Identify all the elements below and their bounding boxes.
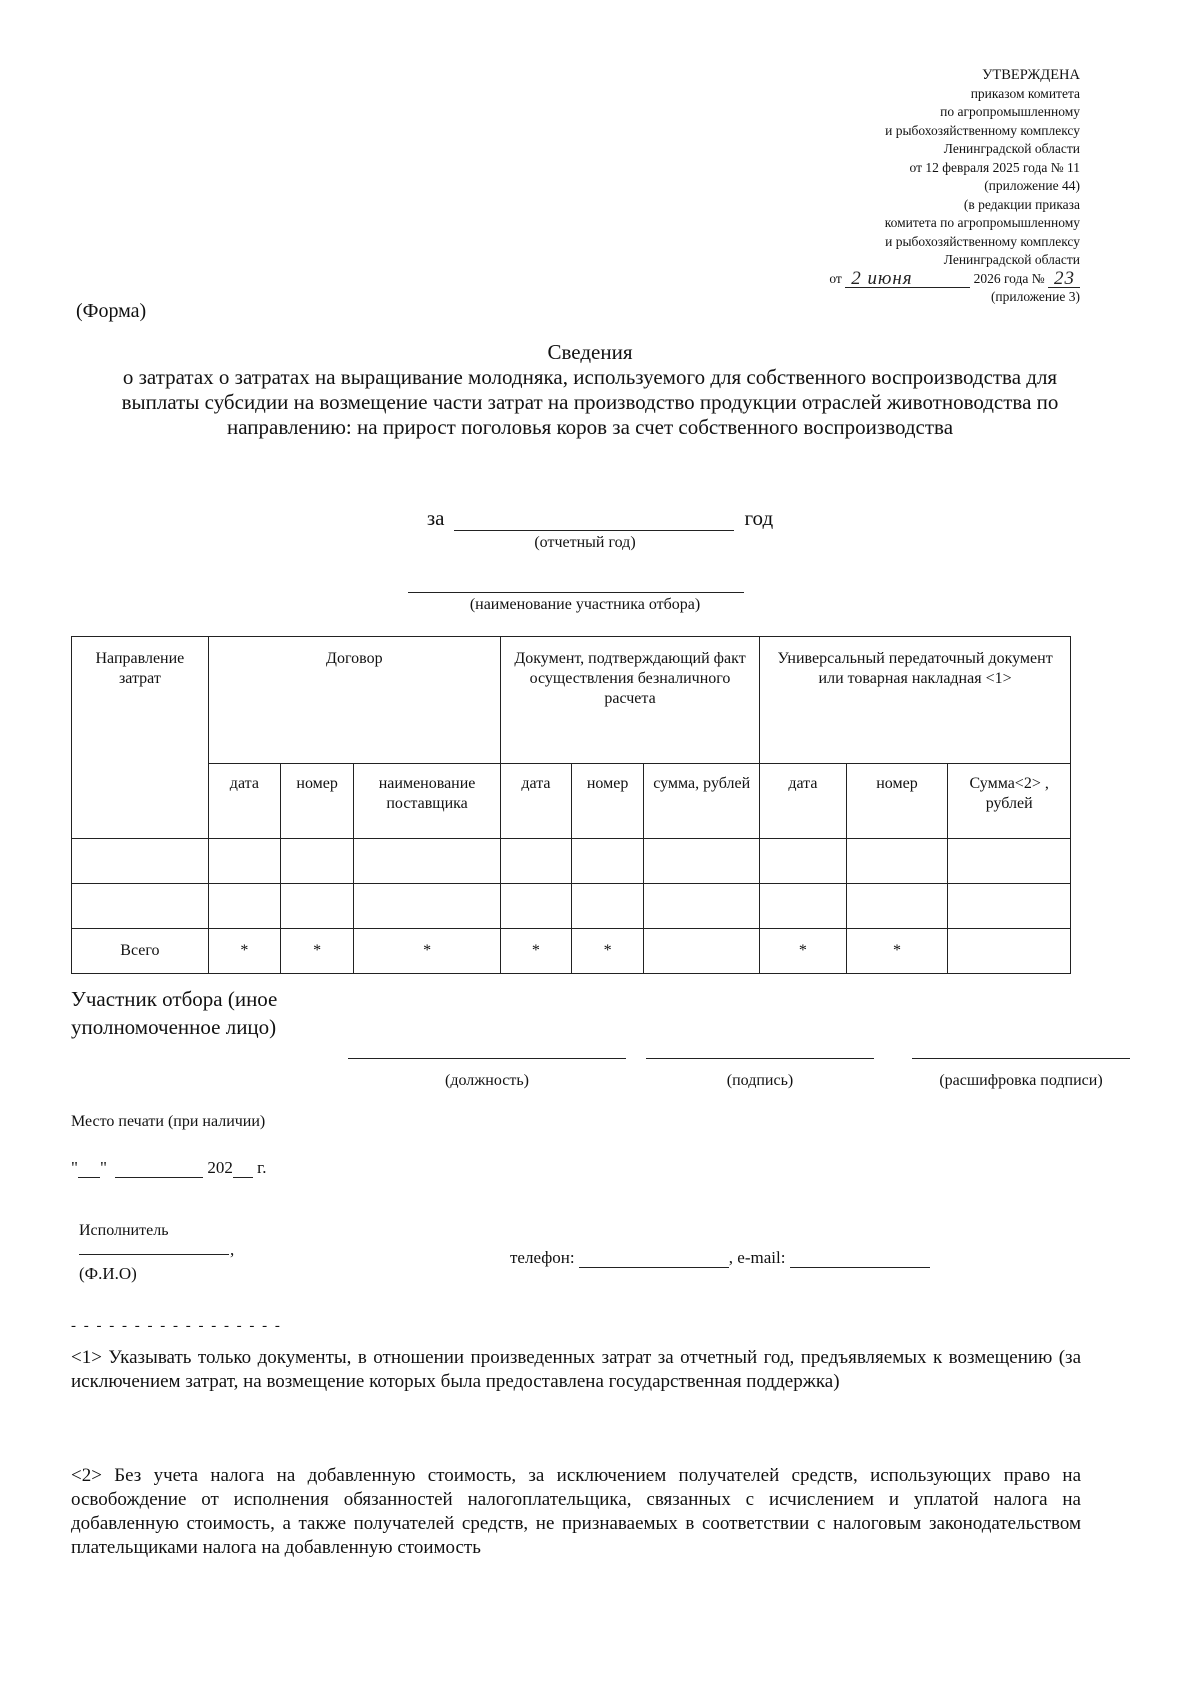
signing-date <box>71 1158 266 1178</box>
signature-decoding-field[interactable] <box>912 1058 1130 1059</box>
table-cell[interactable] <box>760 839 846 884</box>
table-subheader-row <box>72 764 1071 839</box>
handwritten-number: 23 <box>1054 267 1075 289</box>
phone-field[interactable] <box>579 1252 729 1268</box>
table-cell[interactable] <box>500 884 571 929</box>
executor-contacts <box>510 1248 930 1268</box>
table-cell[interactable] <box>280 839 353 884</box>
table-cell[interactable] <box>948 839 1071 884</box>
approval-line: комитета по агропромышленному <box>884 215 1080 230</box>
costs-table <box>71 636 1071 974</box>
handwritten-number-field <box>1048 267 1080 289</box>
year-prefix: 202 <box>207 1158 233 1177</box>
subheader-payment-date: дата <box>500 764 571 839</box>
position-caption: (должность) <box>445 1072 529 1089</box>
approval-line: Ленинградской области <box>943 141 1080 156</box>
participant-name-field[interactable] <box>408 592 744 593</box>
header-contract: Договор <box>208 637 500 764</box>
handwritten-date: 2 июня <box>851 267 913 289</box>
day-field[interactable] <box>78 1163 100 1178</box>
table-cell[interactable] <box>644 884 760 929</box>
subheader-contract-date: дата <box>208 764 280 839</box>
title-heading: Сведения <box>547 340 633 364</box>
header-direction: Направление затрат <box>72 637 209 839</box>
email-field[interactable] <box>790 1252 930 1268</box>
reporting-period <box>0 506 1200 531</box>
approval-date-line <box>750 267 1080 289</box>
approval-appendix: (приложение 3) <box>990 289 1080 304</box>
subheader-upd-number: номер <box>846 764 948 839</box>
approval-line: от 12 февраля 2025 года № 11 <box>909 159 1080 175</box>
quote-open: " <box>71 1158 78 1177</box>
subheader-upd-date: дата <box>760 764 846 839</box>
total-payment-sum-cell[interactable] <box>644 929 760 974</box>
phone-label: телефон: <box>510 1248 575 1267</box>
table-cell[interactable] <box>846 839 948 884</box>
executor-comma: , <box>230 1240 235 1259</box>
footnote-1: <1> Указывать только документы, в отношении произведенных затрат за отчетный год, предъявляемых к возмещению (за исключением затрат, на возмещение которых была предоставлена государственная поддержка) <box>71 1347 1081 1392</box>
table-cell[interactable] <box>354 884 501 929</box>
header-upd: Универсальный передаточный документ или товарная накладная <1> <box>760 637 1071 764</box>
signer-label-line: уполномоченное лицо) <box>71 1015 277 1039</box>
subheader-payment-sum: сумма, рублей <box>644 764 760 839</box>
table-row <box>72 839 1071 884</box>
approval-line: по агропромышленному <box>940 104 1080 119</box>
year-suffix: г. <box>257 1158 267 1177</box>
table-cell[interactable] <box>72 884 209 929</box>
signature-field[interactable] <box>646 1058 874 1059</box>
approval-line: (в редакции приказа <box>963 196 1080 212</box>
participant-caption: (наименование участника отбора) <box>469 596 701 613</box>
year-number-label: 2026 года № <box>973 270 1045 286</box>
table-cell[interactable] <box>644 839 760 884</box>
total-upd-sum-cell[interactable] <box>948 929 1071 974</box>
subheader-payment-number: номер <box>571 764 643 839</box>
table-cell[interactable] <box>500 839 571 884</box>
table-cell[interactable] <box>280 884 353 929</box>
total-cell: * <box>846 929 948 974</box>
subheader-contract-number: номер <box>280 764 353 839</box>
header-payment-doc: Документ, подтверждающий факт осуществления безналичного расчета <box>500 637 759 764</box>
table-cell[interactable] <box>208 884 280 929</box>
total-label: Всего <box>72 929 209 974</box>
stamp-label: Место печати (при наличии) <box>71 1113 266 1130</box>
title-body: о затратах о затратах на выращивание молодняка, используемого для собственного воспроизводства для выплаты субсидии на возмещение части затрат на производство продукции отраслей животноводства по направлению: на прирост поголовья коров за счет собственного воспроизводства <box>121 365 1059 439</box>
total-cell: * <box>280 929 353 974</box>
period-prefix: за <box>426 506 445 530</box>
total-cell: * <box>208 929 280 974</box>
approval-stamp-block <box>750 66 1080 307</box>
approval-line: и рыбохозяйственному комплексу <box>885 233 1080 249</box>
table-cell[interactable] <box>208 839 280 884</box>
form-label: (Форма) <box>76 300 147 322</box>
period-suffix: год <box>744 506 774 530</box>
month-field[interactable] <box>115 1163 203 1178</box>
document-title <box>90 340 1090 440</box>
decoding-caption: (расшифровка подписи) <box>939 1072 1103 1089</box>
signature-caption: (подпись) <box>726 1072 794 1089</box>
table-cell[interactable] <box>846 884 948 929</box>
table-cell[interactable] <box>354 839 501 884</box>
signer-label-line: Участник отбора (иное <box>71 987 278 1011</box>
from-label: от <box>829 270 842 286</box>
table-header-row <box>72 637 1071 764</box>
table-total-row <box>72 929 1071 974</box>
footnote-2: <2> Без учета налога на добавленную стоимость, за исключением получателей средств, использующих право на освобождение от исполнения обязанностей налогоплательщика, связанных с исчислением и уплатой налога на добавленную стоимость, а также получателей средств, не признаваемых в соответствии с налоговым законодательством плательщиками налога на добавленную стоимость <box>71 1465 1081 1558</box>
period-caption: (отчетный год) <box>534 534 636 551</box>
total-cell: * <box>571 929 643 974</box>
signer-label <box>71 985 277 1041</box>
table-cell[interactable] <box>72 839 209 884</box>
total-cell: * <box>500 929 571 974</box>
approval-line: и рыбохозяйственному комплексу <box>885 122 1080 138</box>
email-label: , e-mail: <box>728 1248 786 1267</box>
footnote-separator: - - - - - - - - - - - - - - - - - <box>71 1318 282 1334</box>
position-field[interactable] <box>348 1058 626 1059</box>
table-cell[interactable] <box>571 839 643 884</box>
table-row <box>72 884 1071 929</box>
total-cell: * <box>760 929 846 974</box>
approval-line: приказом комитета <box>970 85 1080 101</box>
table-cell[interactable] <box>571 884 643 929</box>
fio-caption: (Ф.И.О) <box>79 1264 137 1283</box>
approval-line: Ленинградской области <box>943 252 1080 267</box>
handwritten-date-field <box>845 267 970 289</box>
executor-name-field[interactable] <box>79 1254 229 1255</box>
table-cell[interactable] <box>760 884 846 929</box>
quote-close: " <box>99 1158 107 1177</box>
subheader-upd-sum: Сумма<2> , рублей <box>948 764 1071 839</box>
approval-title: УТВЕРЖДЕНА <box>982 67 1080 83</box>
approval-line: (приложение 44) <box>984 178 1080 193</box>
year-field[interactable] <box>233 1163 253 1178</box>
subheader-supplier: наименование поставщика <box>354 764 501 839</box>
table-cell[interactable] <box>948 884 1071 929</box>
period-blank-field[interactable] <box>454 510 734 531</box>
total-cell: * <box>354 929 501 974</box>
executor-label: Исполнитель <box>79 1222 169 1239</box>
